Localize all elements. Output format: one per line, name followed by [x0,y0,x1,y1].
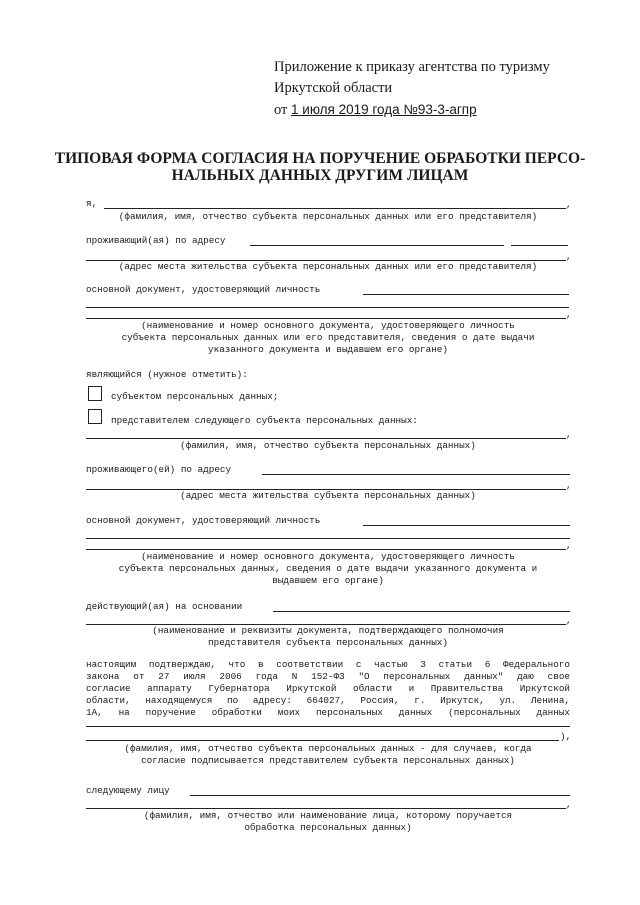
residing-label: проживающий(ая) по адресу [86,235,226,246]
rep-fio-paren: ), [560,731,572,742]
fio-comma: , [566,199,572,210]
caption-basis-b: представителя субъекта персональных данных) [208,637,448,648]
main-doc-input-line-1[interactable] [363,294,569,295]
caption-address-subject: (адрес места жительства субъекта персональных данных или его представителя) [118,261,538,272]
annex-date-line [274,100,477,120]
caption-doc-2b: субъекта персональных данных, сведения о дате выдачи указанного документа и [118,563,538,574]
being-label: являющийся (нужное отметить): [86,369,248,380]
basis-comma: , [566,615,572,626]
subject-fio-comma: , [566,429,572,440]
checkbox-subject[interactable] [88,386,102,401]
basis-input-line-1[interactable] [273,611,570,612]
form-title-line-1: ТИПОВАЯ ФОРМА СОГЛАСИЯ НА ПОРУЧЕНИЕ ОБРАБОТКИ ПЕРСО- [54,150,586,167]
caption-doc-1a: (наименование и номер основного документа, удостоверяющего личность [141,320,515,331]
subject-fio-input-line[interactable] [86,438,566,439]
next-person-input-line-2[interactable] [86,808,566,809]
annex-date-prefix: от [274,102,292,118]
annex-line-2: Иркутской области [274,80,393,96]
main-doc-comma: , [566,309,572,320]
rep-fio-input-line-2[interactable] [86,740,559,741]
annex-date-value: 1 июля 2019 года №93-3-агпр [291,102,477,117]
subject-doc-comma: , [566,540,572,551]
address-input-line-1a[interactable] [250,245,504,246]
acting-label: действующий(ая) на основании [86,601,243,612]
main-doc-label: основной документ, удостоверяющий личность [86,284,321,295]
subject-doc-input-line-1[interactable] [363,525,570,526]
consent-line-1: настоящим подтверждаю, что в соответствии с частью 3 статьи 6 Федерального [86,659,570,670]
caption-doc-2c: выдавшем его органе) [272,575,384,586]
caption-doc-2a: (наименование и номер основного документа, удостоверяющего личность [141,551,515,562]
caption-fio-subject2: (фамилия, имя, отчество субъекта персональных данных) [180,440,476,451]
caption-fio-rep-b: согласие подписывается представителем субъекта персональных данных) [141,755,515,766]
subject-address-comma: , [566,480,572,491]
caption-fio-subject: (фамилия, имя, отчество субъекта персональных данных или его представителя) [118,211,538,222]
annex-line-1: Приложение к приказу агентства по туризму [274,59,550,75]
main-doc-label-2: основной документ, удостоверяющий личность [86,515,321,526]
caption-doc-1c: указанного документа и выдавшем его органе) [208,344,448,355]
caption-doc-1b: субъекта персональных данных или его представителя, сведения о дате выдачи [121,332,535,343]
address-comma: , [566,251,572,262]
consent-line-3: согласие аппарату Губернатора Иркутской области и Правительства Иркутской [86,683,570,694]
caption-address-subject2: (адрес места жительства субъекта персональных данных) [180,490,476,501]
consent-line-2: закона от 27 июля 2006 года N 152-ФЗ "О персональных данных" даю свое [86,671,570,682]
subject-doc-input-line-3[interactable] [86,549,566,550]
option-subject-label: субъектом персональных данных; [111,391,279,402]
caption-fio-rep-a: (фамилия, имя, отчество субъекта персональных данных - для случаев, когда [124,743,532,754]
residing-label-2: проживающего(ей) по адресу [86,464,232,475]
next-person-input-line-1[interactable] [190,795,570,796]
caption-person-b: обработка персональных данных) [244,822,412,833]
rep-fio-input-line-1[interactable] [86,726,570,727]
consent-line-4: области, находящемуся по адресу: 664027, Россия, г. Иркутск, ул. Ленина, [86,695,570,706]
fio-input-line[interactable] [104,208,566,209]
i-label: я, [86,198,98,209]
form-title-line-2: НАЛЬНЫХ ДАННЫХ ДРУГИМ ЛИЦАМ [171,167,469,184]
subject-address-input-line-1[interactable] [262,474,570,475]
subject-doc-input-line-2[interactable] [86,538,570,539]
address-input-line-1b[interactable] [511,245,568,246]
next-person-label: следующему лицу [86,785,170,796]
main-doc-input-line-3[interactable] [86,318,566,319]
caption-person-a: (фамилия, имя, отчество или наименование лица, которому поручается [143,810,513,821]
option-representative-label: представителем следующего субъекта персональных данных: [111,415,418,426]
checkbox-representative[interactable] [88,409,102,424]
next-person-comma: , [566,799,572,810]
consent-line-5: 1А, на поручение обработки моих персональных данных (персональных данных [86,707,570,718]
main-doc-input-line-2[interactable] [86,307,569,308]
caption-basis-a: (наименование и реквизиты документа, подтверждающего полномочия [152,625,504,636]
